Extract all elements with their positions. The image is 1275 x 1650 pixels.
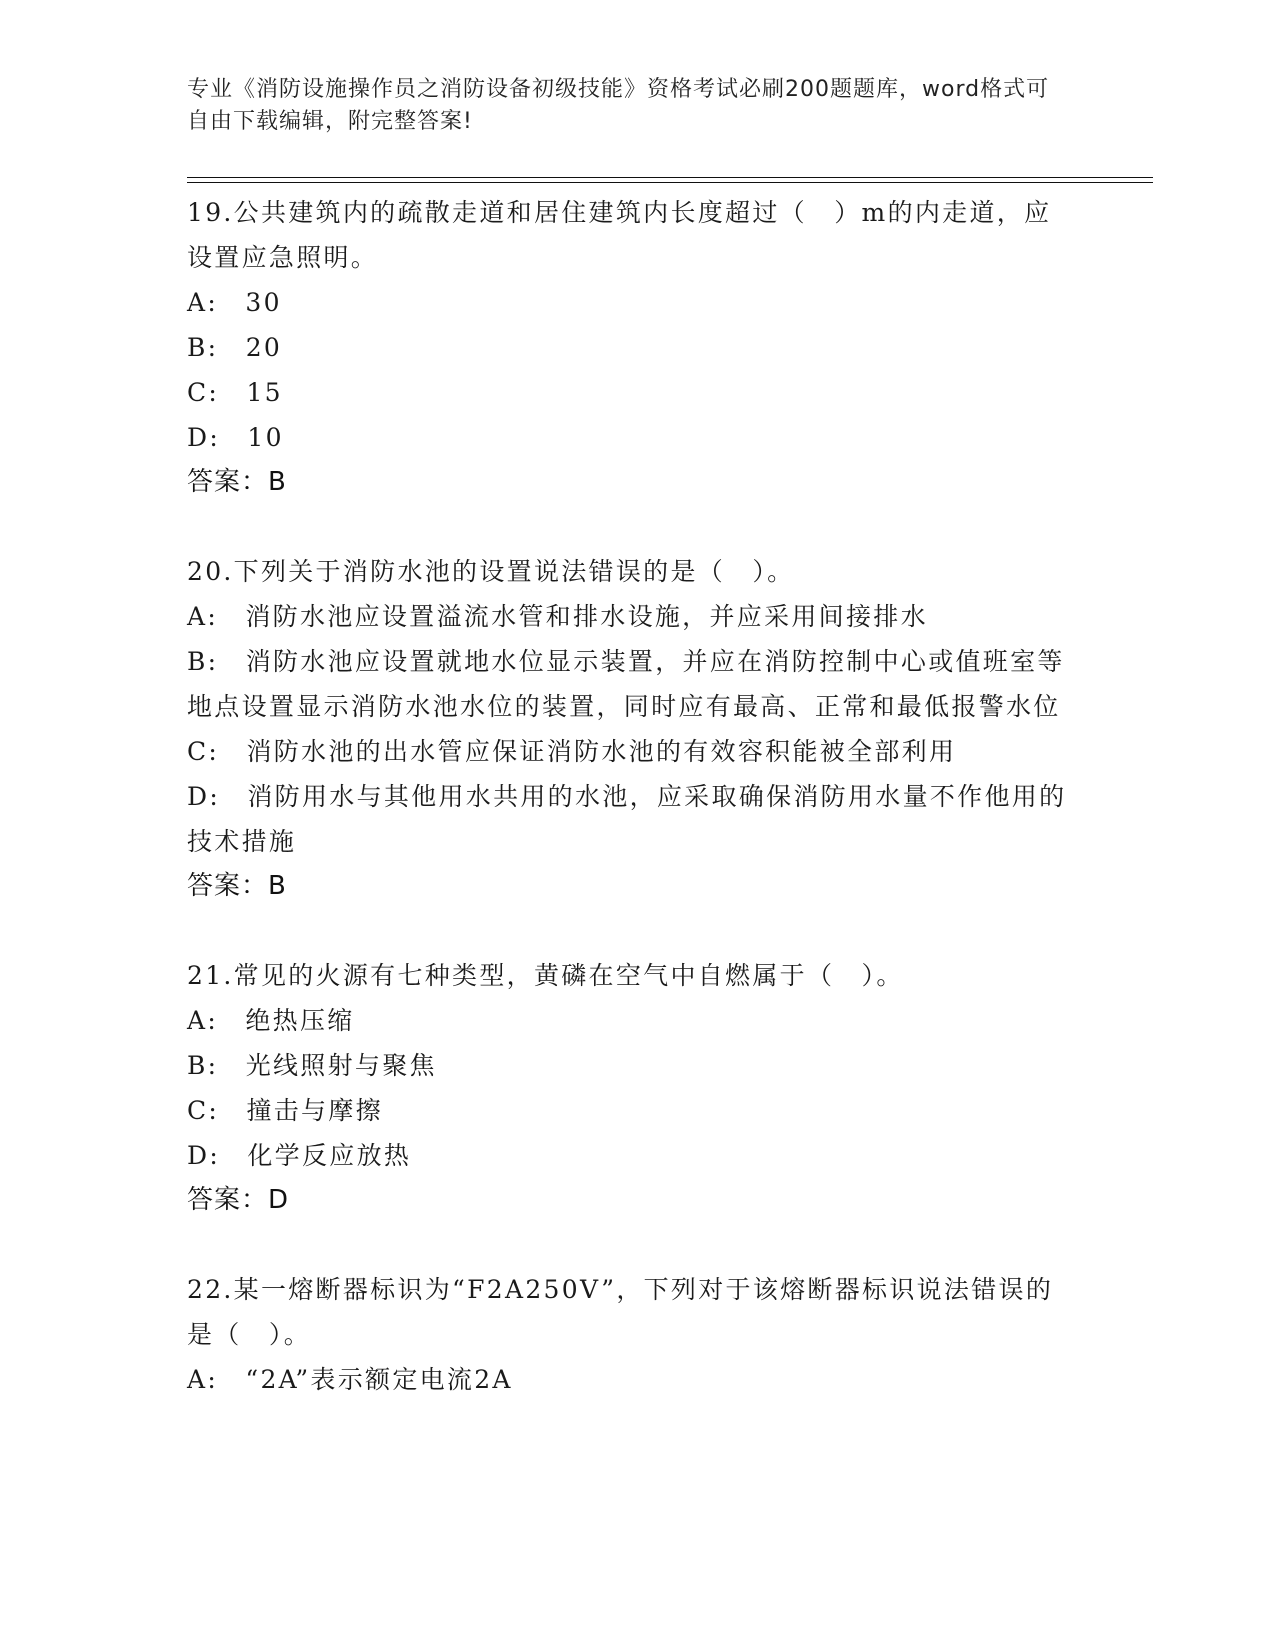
option-c: C: 消防水池的出水管应保证消防水池的有效容积能被全部利用: [187, 737, 957, 766]
option-d: D: 化学反应放热: [187, 1141, 412, 1170]
question-stem: 20.下列关于消防水池的设置说法错误的是（ ）。: [187, 557, 795, 586]
question-22: [187, 1267, 1067, 1402]
option-a: A: “2A”表示额定电流2A: [187, 1365, 513, 1394]
option-c: C: 撞击与摩擦: [187, 1096, 383, 1125]
answer: 答案：B: [187, 871, 287, 901]
question-stem: 22.某一熔断器标识为“F2A250V”，下列对于该熔断器标识说法错误的是（ ）。: [187, 1275, 1054, 1349]
document-header: 专业《消防设施操作员之消防设备初级技能》资格考试必刷200题题库，word格式可自由下载编辑，附完整答案!: [187, 77, 1050, 134]
option-a: A: 绝热压缩: [187, 1006, 355, 1035]
option-a: A: 消防水池应设置溢流水管和排水设施，并应采用间接排水: [187, 602, 928, 631]
question-20: [187, 549, 1067, 909]
option-b: B: 20: [187, 333, 283, 362]
question-list: [187, 190, 1067, 1446]
header-divider-bottom: [187, 182, 1153, 183]
option-a: A: 30: [187, 288, 282, 317]
header-divider-top: [187, 177, 1153, 178]
question-stem: 21.常见的火源有七种类型，黄磷在空气中自燃属于（ ）。: [187, 961, 904, 990]
option-d: D: 消防用水与其他用水共用的水池，应采取确保消防用水量不作他用的技术措施: [187, 782, 1067, 856]
answer: 答案：D: [187, 1185, 290, 1215]
option-b: B: 消防水池应设置就地水位显示装置，并应在消防控制中心或值班室等地点设置显示消防水池水位的装置，同时应有最高、正常和最低报警水位: [187, 647, 1065, 721]
option-d: D: 10: [187, 423, 284, 452]
question-19: [187, 190, 1067, 505]
answer: 答案：B: [187, 467, 287, 497]
option-b: B: 光线照射与聚焦: [187, 1051, 437, 1080]
question-21: [187, 953, 1067, 1223]
option-c: C: 15: [187, 378, 283, 407]
question-stem: 19.公共建筑内的疏散走道和居住建筑内长度超过（ ）m的内走道，应设置应急照明。: [187, 198, 1052, 272]
